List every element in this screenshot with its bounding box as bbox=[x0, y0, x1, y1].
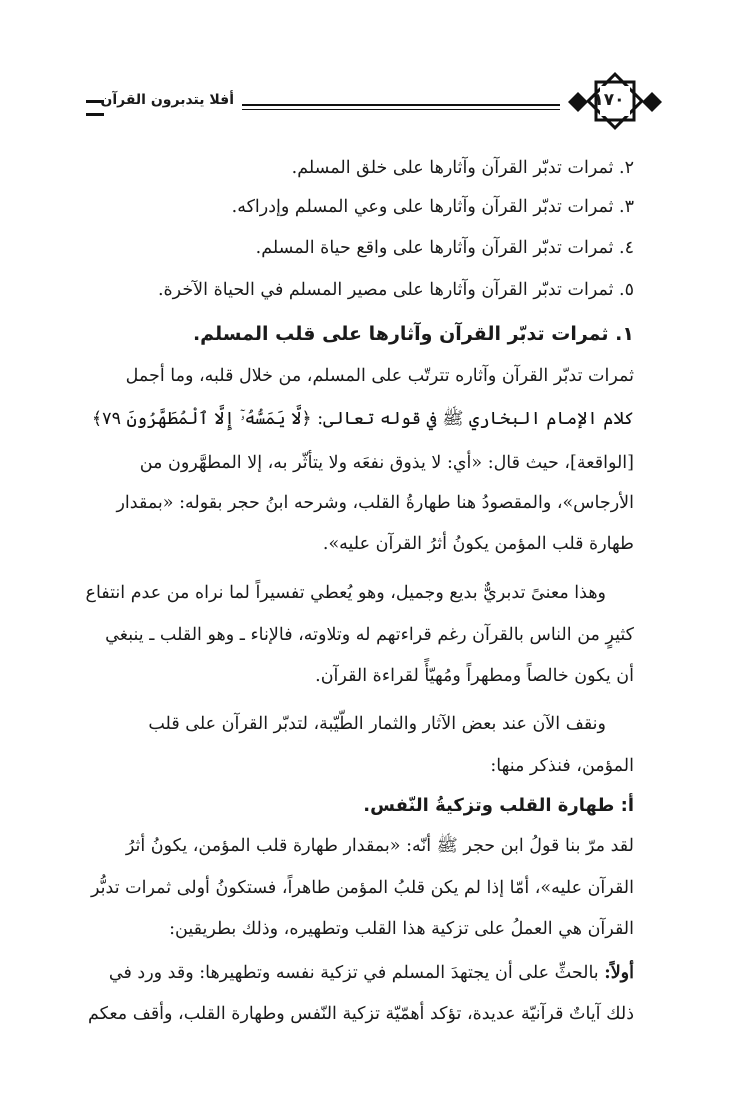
paragraph-line: الأرجاس»، والمقصودُ هنا طهارةُ القلب، وشرحه ابنُ حجر بقوله: «بمقدار bbox=[116, 493, 634, 513]
paragraph-line: القرآن هي العملُ على تزكية هذا القلب وتطهيره، وذلك بطريقين: bbox=[169, 919, 634, 939]
subsection-heading: أ: طهارة القلب وتزكيةُ النّفس. bbox=[363, 795, 634, 816]
paragraph-line: ونقف الآن عند بعض الآثار والثمار الطّيّبة، لتدبّر القرآن على قلب bbox=[148, 714, 606, 734]
list-item: ٥. ثمرات تدبّر القرآن وآثارها على مصير المسلم في الحياة الآخرة. bbox=[157, 280, 634, 300]
paragraph-line-quran-quote: كلام الإمام البخاري ﷺ في قوله تعالى: ﴿لَّا يَمَسُّهُۥٓ إِلَّا ٱلْمُطَهَّرُونَ ٧٩﴾ bbox=[91, 409, 634, 429]
paragraph-line: المؤمن، فنذكر منها: bbox=[490, 756, 634, 776]
paragraph-line: لقد مرّ بنا قولُ ابن حجر ﷺ أنّه: «بمقدار طهارة قلب المؤمن، يكونُ أثرُ bbox=[125, 836, 634, 856]
first-point-label: أولاً: bbox=[604, 963, 634, 983]
page-number: ١٧٠ bbox=[593, 90, 625, 110]
first-point-text: بالحثِّ على أن يجتهدَ المسلم في تزكية نفسه وتطهيرها: وقد ورد في bbox=[108, 963, 605, 983]
paragraph-line: أن يكون خالصاً ومطهراً ومُهيّأً لقراءة القرآن. bbox=[315, 666, 634, 686]
paragraph-line bbox=[44, 965, 634, 983]
section-heading: ١. ثمرات تدبّر القرآن وآثارها على قلب المسلم. bbox=[192, 323, 634, 345]
list-item: ٢. ثمرات تدبّر القرآن وآثارها على خلق المسلم. bbox=[291, 158, 634, 178]
paragraph-line: وهذا معنىً تدبريٌّ بديع وجميل، وهو يُعطي تفسيراً لما نراه من عدم انتفاع bbox=[85, 583, 606, 603]
list-item: ٤. ثمرات تدبّر القرآن وآثارها على واقع حياة المسلم. bbox=[255, 238, 634, 258]
book-title: أفلا يتدبرون القرآن bbox=[100, 92, 234, 108]
paragraph-line: ذلك آياتٌ قرآنيّة عديدة، تؤكد أهمّيّة تزكية النّفس وطهارة القلب، وأقف معكم bbox=[88, 1004, 634, 1024]
header-rule bbox=[242, 104, 560, 110]
list-item: ٣. ثمرات تدبّر القرآن وآثارها على وعي المسلم وإدراكه. bbox=[231, 197, 634, 217]
paragraph-line: القرآن عليه»، أمّا إذا لم يكن قلبُ المؤمن طاهراً، فستكونُ أولى ثمرات تدبُّر bbox=[91, 878, 634, 898]
paragraph-line: كثيرٍ من الناس بالقرآن رغم قراءتهم له وتلاوته، فالإناء ـ وهو القلب ـ ينبغي bbox=[105, 625, 634, 645]
paragraph-line: ثمرات تدبّر القرآن وآثاره تترتّب على المسلم، من خلال قلبه، وما أجمل bbox=[125, 366, 634, 386]
paragraph-line: طهارة قلب المؤمن يكونُ أثرُ القرآن عليه». bbox=[322, 534, 634, 554]
paragraph-line: [الواقعة]، حيث قال: «أي: لا يذوق نفعَه ولا يتأثّر به، إلا المطهَّرون من bbox=[139, 453, 634, 473]
